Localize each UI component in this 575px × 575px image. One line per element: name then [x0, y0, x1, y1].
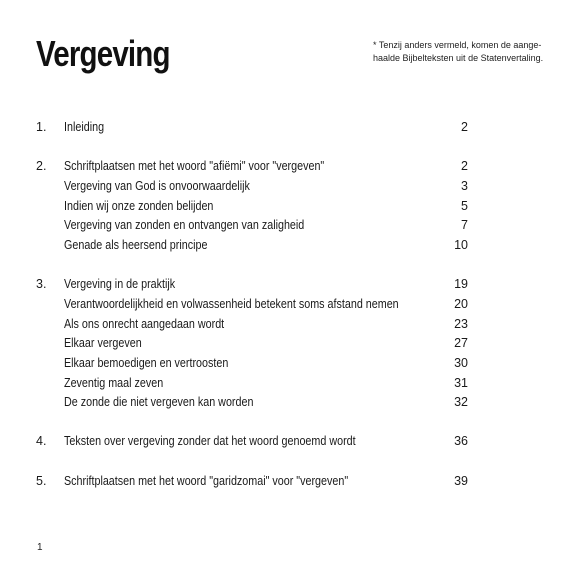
toc-chapter-entry	[36, 157, 474, 177]
toc-entry-title: Teksten over vergeving zonder dat het woord genoemd wordt	[64, 434, 356, 449]
toc-entry-page: 30	[454, 355, 468, 370]
toc-entry-title: Indien wij onze zonden belijden	[64, 198, 214, 213]
toc-entry-title: Vergeving van God is onvoorwaardelijk	[64, 178, 250, 193]
toc-entry-title: Vergeving in de praktijk	[64, 277, 176, 292]
toc-entry-number: 1.	[36, 120, 47, 134]
toc-entry-title: Elkaar vergeven	[64, 336, 142, 351]
footer-page-number: 1	[37, 542, 43, 553]
toc-section	[36, 432, 474, 452]
toc-entry-title: Als ons onrecht aangedaan wordt	[64, 316, 225, 331]
toc-entry-page: 23	[454, 316, 468, 331]
toc-entry-page: 27	[454, 336, 468, 351]
toc-subentry	[36, 354, 474, 374]
toc-entry-title: Schriftplaatsen met het woord "garidzomai" voor "vergeven"	[64, 473, 349, 488]
toc-entry-page: 2	[461, 159, 468, 174]
page-title: Vergeving	[36, 33, 170, 74]
toc-subentry	[36, 315, 474, 335]
toc-entry-title: Verantwoordelijkheid en volwassenheid betekent soms afstand nemen	[64, 296, 399, 311]
toc-entry-number: 4.	[36, 434, 47, 449]
toc-entry-title: Zeventig maal zeven	[64, 375, 164, 390]
toc-entry-page: 2	[461, 120, 468, 134]
toc-entry-title: Elkaar bemoedigen en vertroosten	[64, 355, 229, 370]
toc-subentry	[36, 197, 474, 217]
toc-chapter-entry	[36, 472, 474, 492]
toc-subentry	[36, 393, 474, 413]
toc-entry-page: 10	[454, 237, 468, 252]
toc-entry-page: 36	[454, 434, 468, 449]
toc-subentry	[36, 216, 474, 236]
toc-entry-page: 7	[461, 218, 468, 233]
toc-entry-title: De zonde die niet vergeven kan worden	[64, 395, 254, 410]
toc-entry-page: 20	[454, 296, 468, 311]
toc-section	[36, 472, 474, 492]
toc-entry-number: 2.	[36, 159, 47, 174]
toc-section	[36, 157, 474, 255]
toc-chapter-entry	[36, 432, 474, 452]
toc-subentry	[36, 334, 474, 354]
toc-section	[36, 275, 474, 413]
toc-entry-number: 3.	[36, 277, 47, 292]
toc-subentry	[36, 295, 474, 315]
toc-chapter-entry	[36, 118, 474, 138]
toc-subentry	[36, 177, 474, 197]
toc-entry-page: 3	[461, 178, 468, 193]
toc-entry-title: Vergeving van zonden en ontvangen van zaligheid	[64, 218, 305, 233]
toc-subentry	[36, 374, 474, 394]
toc-section	[36, 118, 474, 138]
toc-entry-title: Schriftplaatsen met het woord "afiëmi" voor "vergeven"	[64, 159, 325, 174]
toc-entry-page: 32	[454, 395, 468, 410]
toc-entry-page: 5	[461, 198, 468, 213]
toc-chapter-entry	[36, 275, 474, 295]
translation-note-line: * Tenzij anders vermeld, komen de aange-	[373, 40, 542, 50]
toc-entry-page: 39	[454, 473, 468, 488]
toc-entry-page: 31	[454, 375, 468, 390]
toc-entry-number: 5.	[36, 473, 47, 488]
translation-note	[373, 39, 563, 65]
toc-entry-page: 19	[454, 277, 468, 292]
table-of-contents	[36, 118, 474, 511]
toc-subentry	[36, 236, 474, 256]
toc-entry-title: Genade als heersend principe	[64, 237, 208, 252]
toc-entry-title: Inleiding	[64, 120, 105, 134]
translation-note-line: haalde Bijbelteksten uit de Statenvertaling.	[373, 53, 544, 63]
